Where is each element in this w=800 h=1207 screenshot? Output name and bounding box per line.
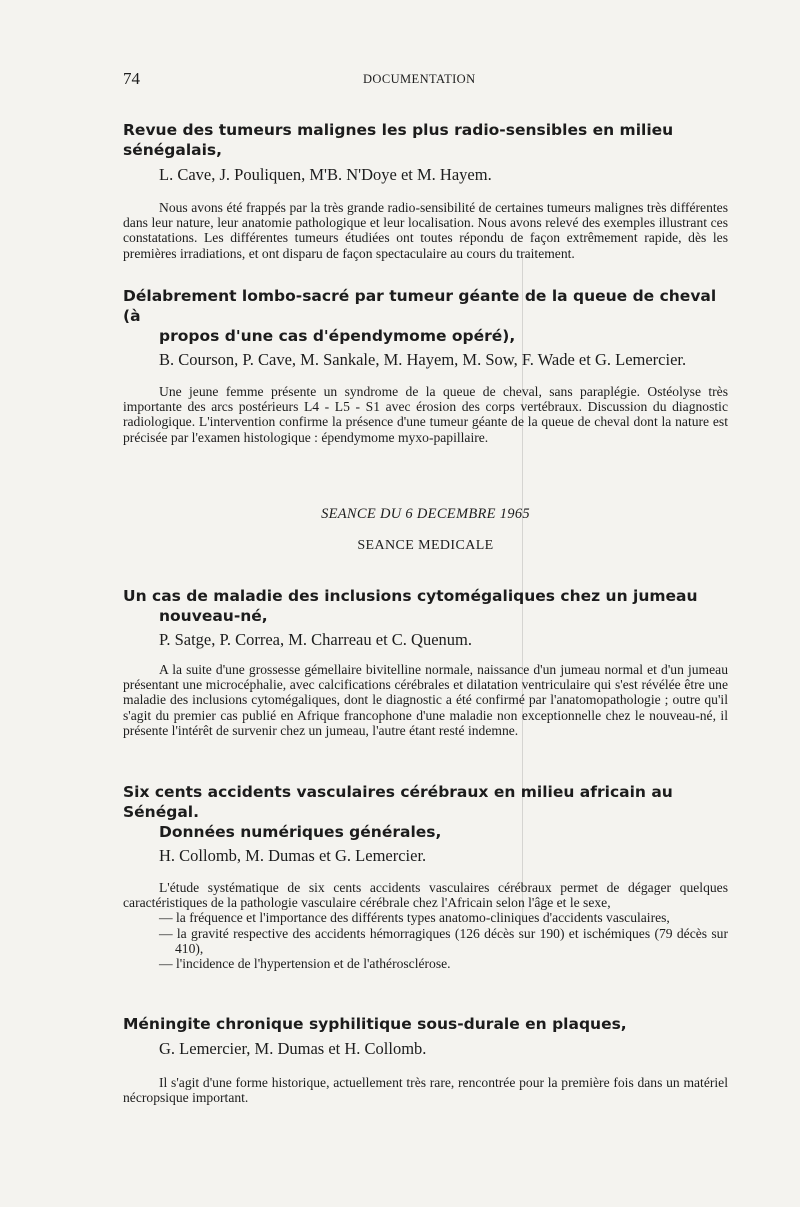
abstract-1 xyxy=(123,120,728,261)
abstract-title-line: Revue des tumeurs malignes les plus radio-sensibles en milieu sénégalais, xyxy=(123,121,674,159)
abstract-authors: G. Lemercier, M. Dumas et H. Collomb. xyxy=(159,1039,427,1058)
abstract-body: Il s'agit d'une forme historique, actuellement très rare, rencontrée pour la première fois dans un matériel nécropsique important. xyxy=(123,1075,728,1106)
abstract-title-line: Un cas de maladie des inclusions cytomégaliques chez un jumeau xyxy=(123,587,698,605)
abstract-4 xyxy=(123,782,728,971)
abstract-authors: P. Satge, P. Correa, M. Charreau et C. Quenum. xyxy=(159,630,472,649)
abstract-title xyxy=(123,286,728,346)
list-item: — la fréquence et l'importance des différents types anatomo-cliniques d'accidents vasculaires, xyxy=(159,910,670,926)
abstract-body: Une jeune femme présente un syndrome de la queue de cheval, sans paraplégie. Ostéolyse très importante des arcs postérieurs L4 - L5 - S1 avec érosion des corps vertébraux. Discussion du diagnostic radiologique. L'intervention confirme la présence d'une tumeur géante de la queue de cheval dont la nature est précisée par l'examen histologique : épendymome myxo-papillaire. xyxy=(123,384,728,445)
abstract-title-line: nouveau-né, xyxy=(159,607,268,625)
abstract-authors: L. Cave, J. Pouliquen, M'B. N'Doye et M. Hayem. xyxy=(159,165,492,184)
running-head: DOCUMENTATION xyxy=(363,72,476,86)
session-date: SEANCE DU 6 DECEMBRE 1965 xyxy=(321,506,530,522)
abstract-authors: B. Courson, P. Cave, M. Sankale, M. Hayem, M. Sow, F. Wade et G. Lemercier. xyxy=(159,350,687,369)
abstract-5 xyxy=(123,1014,728,1105)
page-number: 74 xyxy=(123,69,140,88)
abstract-title xyxy=(123,120,728,160)
page-header xyxy=(123,69,720,89)
abstract-title xyxy=(123,782,728,842)
session-kind: SEANCE MEDICALE xyxy=(357,538,494,553)
abstract-title-line: Six cents accidents vasculaires cérébraux en milieu africain au Sénégal. xyxy=(123,783,673,821)
abstract-title-line: propos d'une cas d'épendymome opéré), xyxy=(159,327,516,345)
abstract-title xyxy=(123,1014,728,1034)
abstract-3 xyxy=(123,586,728,738)
abstract-body: Nous avons été frappés par la très grande radio-sensibilité de certaines tumeurs malignes très différentes dans leur nature, leur anatomie pathologique et leur localisation. Nous avons relevé des exemples illustrant ces constatations. Les différentes tumeurs étudiées ont toutes répondu de façon extrêmement rapide, dès les premières irradiations, et ont disparu de façon spectaculaire au cours du traitement. xyxy=(123,200,728,261)
abstract-authors: H. Collomb, M. Dumas et G. Lemercier. xyxy=(159,846,427,865)
abstract-title-line: Méningite chronique syphilitique sous-durale en plaques, xyxy=(123,1015,627,1033)
abstract-body: L'étude systématique de six cents accidents vasculaires cérébraux permet de dégager quelques caractéristiques de la pathologie vasculaire cérébrale chez l'Africain selon l'âge et le sexe, xyxy=(123,880,728,911)
list-item: — la gravité respective des accidents hémorragiques (126 décès sur 190) et ischémiques (79 décès sur 410), xyxy=(159,925,728,956)
abstract-title-line: Délabrement lombo-sacré par tumeur géante de la queue de cheval (à xyxy=(123,287,717,325)
abstract-title xyxy=(123,586,728,626)
list-item: — l'incidence de l'hypertension et de l'athérosclérose. xyxy=(159,956,451,972)
abstract-body: A la suite d'une grossesse gémellaire bivitelline normale, naissance d'un jumeau normal et d'un jumeau présentant une microcéphalie, avec calcifications cérébrales et dilatation ventriculaire qui s'est révélée être une maladie des inclusions cytomégaliques, dont le diagnostic a été confirmé par l'anatomopathologie ; outre qu'il s'agit du premier cas publié en Afrique francophone d'une maladie non exceptionnelle chez le nouveau-né, il présente l'intérêt de survenir chez un jumeau, l'autre étant resté indemne. xyxy=(123,662,728,738)
abstract-title-line: Données numériques générales, xyxy=(159,823,442,841)
abstract-2 xyxy=(123,286,728,445)
